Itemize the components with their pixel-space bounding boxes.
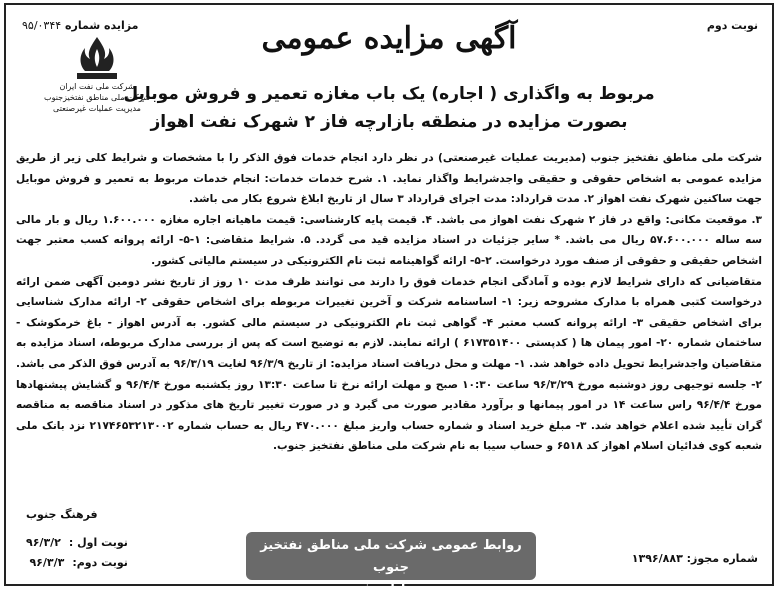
logo-line-1: شرکت ملی نفت ایران: [59, 82, 135, 91]
subtitle-line-1: مربوط به واگذاری ( اجاره) یک باب مغازه تعمیر و فروش موبایل: [123, 84, 655, 104]
publication-dates: [26, 533, 128, 573]
second-round-label: نوبت دوم:: [72, 556, 128, 569]
public-relations-box: [246, 532, 536, 597]
paragraph-intro: شرکت ملی مناطق نفتخیز جنوب (مدیریت عملیات غیرصنعتی) در نظر دارد انجام خدمات فوق الذکر را با مشخصات و شرایط کلی زیر از طریق مزایده عمومی به اشخاص حقوقی و حقیقی واجدشرایط واگذار نماید. ۱. شرح خدمات خدمات: انجام خدمات مربوط به تعمیر و فروش موبایل جهت ساکنین شهرک نفت اهواز ۲. مدت قرارداد: مدت اجرای قرارداد ۳ سال از تاریخ ابلاغ شروع بکار می باشد.: [16, 152, 762, 206]
subtitle-line-2: بصورت مزایده در منطقه بازارچه فاز ۲ شهرک نفت اهواز: [150, 112, 628, 132]
second-round: [26, 553, 128, 573]
paragraph-schedule: ۲- جلسه توجیهی روز دوشنبه مورخ ۹۶/۳/۲۹ ساعت ۱۰:۳۰ صبح و مهلت ارائه نرخ تا ساعت ۱۳:۳۰ روز یکشنبه مورخ ۹۶/۴/۴ و گشایش پیشنهادها مورخ ۹۶/۴/۴ راس ساعت ۱۴ در امور پیمانها و برآورد مقادیر صورت می گیرد و در صورت تغییر تاریخ های مذکور در اسناد مناقصه به مناقصه گران تأیید شده اعلام خواهد شد. ۳- مبلغ خرید اسناد و شماره حساب واریز مبلغ ۴۷۰.۰۰۰ ریال به حساب شماره ۲۱۷۴۶۵۳۲۱۳۰۰۲ نزد بانک ملی شعبه کوی فدائیان اسلام اهواز کد ۶۵۱۸ و حساب سیبا به نام شرکت ملی مناطق نفتخیز جنوب.: [16, 378, 762, 453]
second-round-date: ۹۶/۳/۳: [29, 556, 65, 569]
first-round: [26, 533, 128, 553]
pr-line-1: روابط عمومی شرکت ملی مناطق نفتخیز جنوب: [260, 538, 522, 575]
logo-line-2: شرکت ملی مناطق نفتخیزجنوب: [44, 93, 150, 102]
permit-value: ۱۳۹۶/۸۸۳: [631, 552, 683, 565]
paragraph-conditions: ۳. موقعیت مکانی: واقع در فاز ۲ شهرک نفت اهواز می باشد. ۴. قیمت پایه کارشناسی: قیمت ماهیانه اجاره مغازه ۱.۶۰۰.۰۰۰ ریال و بار مالی سه ساله ۵۷.۶۰۰.۰۰۰ ریال می باشد. * سایر جزئیات در اسناد مزایده قید می گردد. ۵. شرایط متقاضی: ۱-۵- ارائه پروانه کسب معتبر جهت اشخاص حقیقی و حقوقی از صنف مورد درخواست. ۲-۵- ارائه گواهینامه ثبت نام الکترونیکی در سیستم مالیاتی کشور.: [16, 213, 762, 267]
permit-number: [632, 552, 758, 565]
permit-label: شماره مجوز:: [686, 552, 758, 565]
subtitle: [96, 80, 682, 136]
first-round-label: نوبت اول :: [68, 536, 128, 549]
auction-number-value: ۹۵/۰۳۴۴: [22, 19, 62, 32]
auction-number-label: مزایده شماره: [65, 19, 139, 32]
signature: فرهنگ جنوب: [26, 508, 98, 521]
pr-line-2: مدیریت عملیات غیرصنعتی: [306, 582, 476, 597]
auction-advertisement: [4, 3, 774, 597]
logo-line-3: مدیریت عملیات غیرصنعتی: [53, 104, 141, 113]
round-label: نوبت دوم: [706, 19, 758, 32]
first-round-date: ۹۶/۳/۲: [26, 536, 61, 549]
paragraph-applicants: متقاضیانی که دارای شرایط لازم بوده و آمادگی انجام خدمات فوق را دارند می توانند ظرف مدت ۱۰ روز از تاریخ نشر دومین آگهی ضمن ارائه درخواست کتبی همراه با مدارک مشروحه زیر: ۱- اساسنامه شرکت و آخرین تغییرات مربوطه برای اشخاص حقوقی ۲- ارائه مدارک شناسایی برای اشخاص حقیقی ۳- ارائه پروانه کسب معتبر ۴- گواهی ثبت نام الکترونیکی در سیستم مالی کشور. به آدرس اهواز - باغ خرمکوشک - ساختمان شماره ۲۰- امور پیمان ها ( کدپستی ۶۱۷۳۵۱۴۰۰ ) ارائه نمایند. لازم به توضیح است که پس از بررسی مدارک مربوطه، اسناد مزایده به متقاضیان واجدشرایط تحویل داده خواهد شد. ۱- مهلت و محل دریافت اسناد مزایده: از تاریخ ۹۶/۳/۹ لغایت ۹۶/۳/۱۹ به آدرس فوق الذکر می باشد.: [16, 275, 762, 370]
body-text: [16, 148, 762, 457]
page-title: آگهی مزایده عمومی: [261, 21, 517, 56]
